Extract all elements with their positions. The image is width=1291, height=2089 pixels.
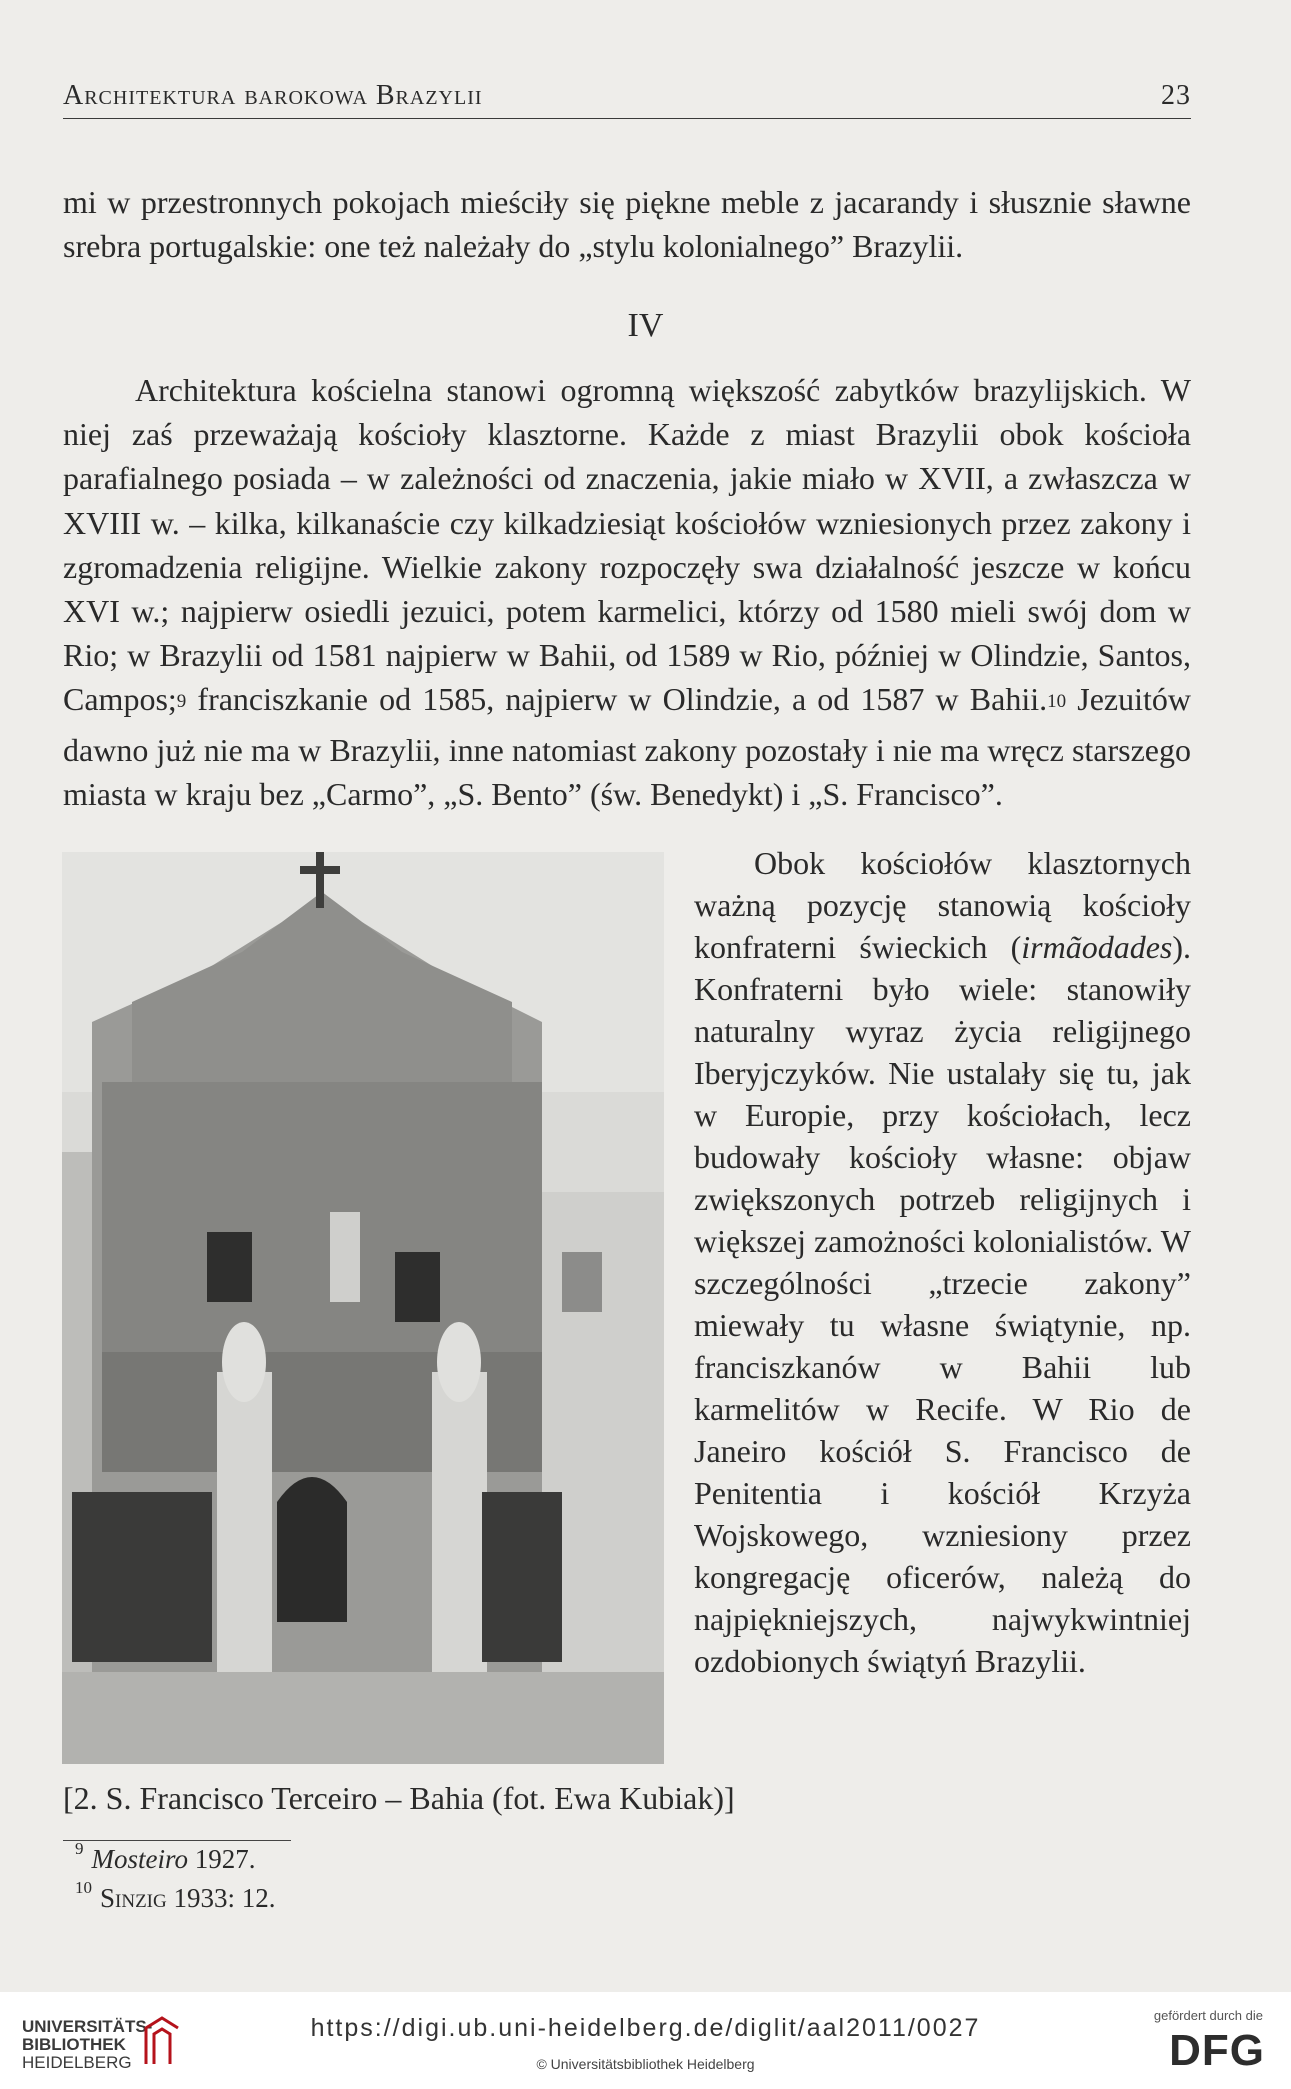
library-name-line: BIBLIOTHEK [22, 2035, 126, 2054]
paragraph-text-b: franciszkanie od 1585, najpierw w Olindzie, a od 1587 w Bahii. [186, 681, 1048, 718]
dfg-logo[interactable]: DFG [1169, 2026, 1265, 2075]
paragraph-architecture [63, 368, 1191, 816]
footnote-ref[interactable]: 10 [1047, 691, 1067, 713]
footnote-separator [63, 1840, 291, 1841]
footnote [75, 1878, 276, 1914]
paragraph-text-a: Obok kościołów klasztornych ważną pozycję stanowią kościoły konfraterni świeckich ( [694, 845, 1191, 965]
digitization-footer [0, 1992, 1291, 2089]
copyright-notice: © Universitätsbibliothek Heidelberg [536, 2056, 755, 2072]
footnote-italic: Mosteiro [91, 1844, 188, 1874]
footnote-ref[interactable]: 9 [176, 691, 187, 713]
footnote-number: 9 [75, 1839, 84, 1858]
library-name-line: HEIDELBERG [22, 2053, 132, 2072]
church-facade-image [62, 852, 664, 1764]
dfg-caption: gefördert durch die [1153, 2008, 1263, 2023]
page-number: 23 [1161, 80, 1191, 111]
paragraph-text-c: Jezuitów dawno już nie ma w Brazylii, inne natomiast zakony pozostały i nie ma wręcz starszego miasta w kraju bez „Carmo”, „S. Bento” (św. Benedykt) i „S. Francisco”. [63, 681, 1192, 812]
paragraph-text-b: ). Konfraterni było wiele: stanowiły naturalny wyraz życia religijnego Iberyjczyków. Nie ustalały się tu, jak w Europie, przy kościołach, lecz budowały kościoły własne: objaw zwiększonych potrzeb religijnych i większej zamożności kolonialistów. W szczególności „trzecie zakony” miewały tu własne świątynie, np. franciszkanów w Bahii lub karmelitów w Recife. W Rio de Janeiro kościół S. Francisco de Penitentia i kościół Krzyża Wojskowego, wzniesiony przez kongregację oficerów, należą do najpiękniejszych, najwykwintniej ozdobionych świątyń Brazylii. [694, 929, 1191, 1679]
footnote-text: Sinzig 1933: 12. [100, 1883, 276, 1913]
footnote-number: 10 [75, 1878, 92, 1897]
figure-caption: [2. S. Francisco Terceiro – Bahia (fot. Ewa Kubiak)] [63, 1780, 735, 1816]
library-name-line: UNIVERSITÄTS- [22, 2017, 153, 2036]
church-photograph [62, 852, 664, 1764]
source-url-link[interactable]: https://digi.ub.uni-heidelberg.de/diglit/aal2011/0027 [310, 2014, 981, 2042]
running-title: Architektura barokowa Brazylii [63, 80, 483, 111]
paragraph-text-a: Architektura kościelna stanowi ogromną większość zabytków brazylijskich. W niej zaś przeważają kościoły klasztorne. Każde z miast Brazylii obok kościoła parafialnego posiada – w zależności od znaczenia, jakie miało w XVII, a zwłaszcza w XVIII w. – kilka, kilkanaście czy kilkadziesiąt kościołów wzniesionych przez zakony i zgromadzenia religijne. Wielkie zakony rozpoczęły swa działalność jeszcze w końcu XVI w.; najpierw osiedli jezuici, potem karmelici, którzy od 1580 mieli swój dom w Rio; w Brazylii od 1581 najpierw w Bahii, od 1589 w Rio, później w Olindzie, Santos, Campos; [63, 372, 1191, 718]
footnote-text: 1927. [188, 1844, 256, 1874]
paragraph-continued: mi w przestronnych pokojach mieściły się piękne meble z jacarandy i słusznie sławne srebra portugalskie: one też należały do „stylu kolonialnego” Brazylii. [63, 184, 1191, 265]
running-header [63, 78, 1191, 119]
paragraph-confraternities [694, 842, 1191, 1682]
section-heading: IV [627, 307, 664, 344]
footnote [75, 1839, 256, 1875]
italic-term: irmãodades [1021, 929, 1173, 965]
